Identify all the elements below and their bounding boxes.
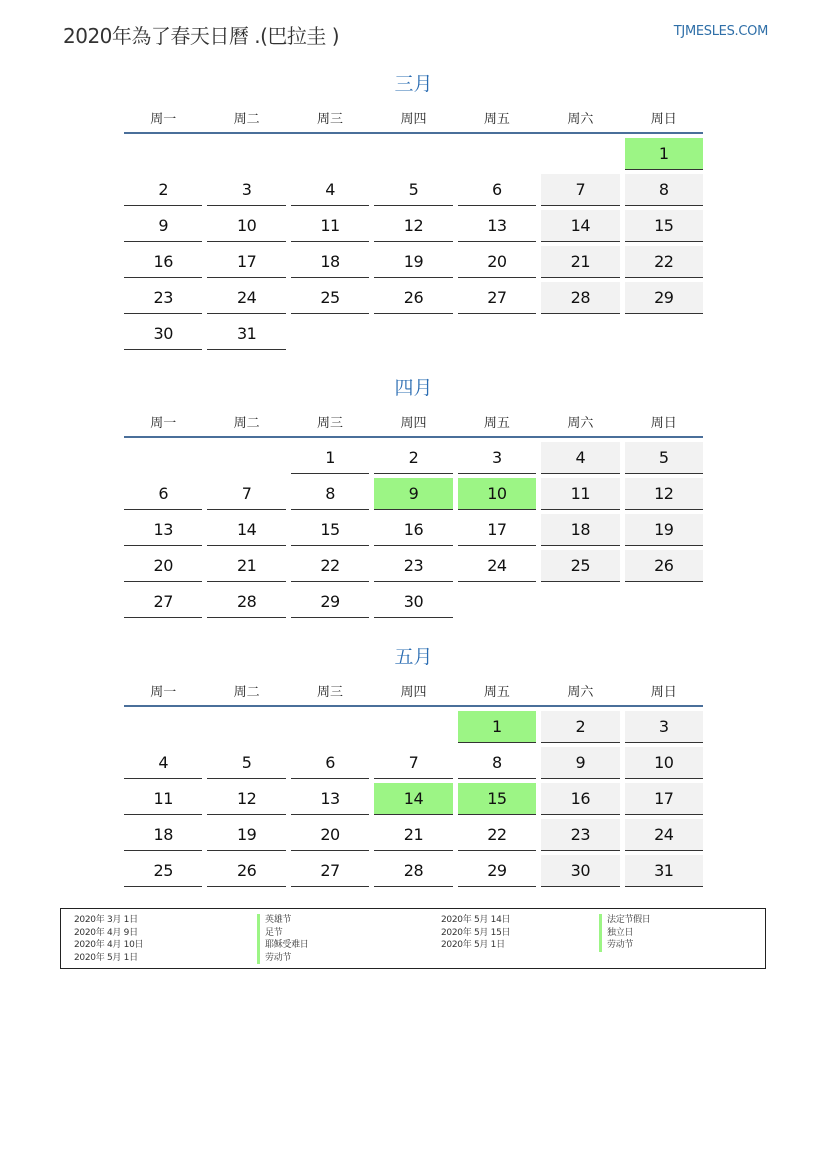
week-row	[124, 138, 703, 170]
day-cell[interactable]: 14	[374, 783, 452, 815]
calendar-grid	[124, 711, 703, 887]
day-cell[interactable]: 18	[541, 514, 619, 546]
day-cell[interactable]: 2	[124, 174, 202, 206]
weekday-label: 周六	[567, 416, 594, 431]
day-cell[interactable]: 30	[124, 318, 202, 350]
day-cell[interactable]: 6	[458, 174, 536, 206]
week-row	[124, 174, 703, 206]
day-cell[interactable]: 3	[458, 442, 536, 474]
empty-day-cell	[458, 138, 536, 170]
day-cell[interactable]: 8	[625, 174, 703, 206]
weekday-header-row	[124, 681, 703, 707]
day-cell[interactable]: 13	[458, 210, 536, 242]
day-cell[interactable]: 30	[541, 855, 619, 887]
week-row	[124, 550, 703, 582]
day-cell[interactable]: 13	[291, 783, 369, 815]
legend-holiday-name: 劳动节	[257, 952, 309, 965]
calendar-grid	[124, 442, 703, 618]
day-cell[interactable]: 29	[291, 586, 369, 618]
empty-day-cell	[458, 318, 536, 350]
weekday-label: 周二	[233, 112, 260, 127]
day-cell[interactable]: 4	[124, 747, 202, 779]
weekday-header-row	[124, 108, 703, 134]
weekday-label: 周四	[400, 416, 427, 431]
day-cell[interactable]: 2	[541, 711, 619, 743]
weekday-label: 周日	[650, 685, 677, 700]
weekday-label: 周三	[317, 416, 344, 431]
day-cell[interactable]: 7	[541, 174, 619, 206]
empty-day-cell	[374, 318, 452, 350]
empty-day-cell	[458, 586, 536, 618]
day-cell[interactable]: 6	[124, 478, 202, 510]
day-cell[interactable]: 28	[374, 855, 452, 887]
day-cell[interactable]: 19	[207, 819, 285, 851]
day-cell[interactable]: 20	[291, 819, 369, 851]
day-cell[interactable]: 12	[625, 478, 703, 510]
day-cell[interactable]: 12	[374, 210, 452, 242]
day-cell[interactable]: 21	[374, 819, 452, 851]
empty-day-cell	[374, 711, 452, 743]
day-cell[interactable]: 18	[124, 819, 202, 851]
empty-day-cell	[291, 138, 369, 170]
weekday-label: 周五	[483, 685, 510, 700]
day-cell[interactable]: 8	[291, 478, 369, 510]
day-cell[interactable]: 24	[207, 282, 285, 314]
day-cell[interactable]: 10	[458, 478, 536, 510]
day-cell[interactable]: 11	[291, 210, 369, 242]
weekday-label: 周五	[483, 416, 510, 431]
day-cell[interactable]: 29	[625, 282, 703, 314]
day-cell[interactable]: 11	[124, 783, 202, 815]
month-march	[124, 70, 703, 354]
day-cell[interactable]: 21	[207, 550, 285, 582]
day-cell[interactable]: 23	[541, 819, 619, 851]
day-cell[interactable]: 25	[124, 855, 202, 887]
day-cell[interactable]: 11	[541, 478, 619, 510]
week-row	[124, 210, 703, 242]
legend-holiday-date: 2020年 5月 14日	[441, 915, 511, 925]
week-row	[124, 442, 703, 474]
legend-right-dates	[441, 914, 510, 952]
day-cell[interactable]: 26	[374, 282, 452, 314]
day-cell[interactable]: 9	[374, 478, 452, 510]
weekday-label: 周日	[650, 112, 677, 127]
day-cell[interactable]: 29	[458, 855, 536, 887]
day-cell[interactable]: 27	[124, 586, 202, 618]
weekday-label: 周六	[567, 685, 594, 700]
week-row	[124, 711, 703, 743]
brand-logo-text[interactable]: TJMESLES.COM	[673, 24, 768, 39]
day-cell[interactable]: 15	[625, 210, 703, 242]
weekday-label: 周一	[150, 112, 177, 127]
day-cell[interactable]: 17	[625, 783, 703, 815]
day-cell[interactable]: 17	[458, 514, 536, 546]
week-row	[124, 783, 703, 815]
day-cell[interactable]: 25	[541, 550, 619, 582]
day-cell[interactable]: 12	[207, 783, 285, 815]
empty-day-cell	[291, 318, 369, 350]
day-cell[interactable]: 13	[124, 514, 202, 546]
month-title: 四月	[394, 377, 433, 399]
day-cell[interactable]: 10	[625, 747, 703, 779]
day-cell[interactable]: 24	[625, 819, 703, 851]
day-cell[interactable]: 19	[625, 514, 703, 546]
week-row	[124, 318, 703, 350]
empty-day-cell	[625, 318, 703, 350]
weekday-label: 周日	[650, 416, 677, 431]
day-cell[interactable]: 23	[374, 550, 452, 582]
week-row	[124, 246, 703, 278]
legend-holiday-name: 劳动节	[599, 939, 651, 952]
legend-holiday-date: 2020年 4月 10日	[74, 940, 144, 950]
empty-day-cell	[207, 138, 285, 170]
weekday-label: 周六	[567, 112, 594, 127]
day-cell[interactable]: 15	[458, 783, 536, 815]
weekday-label: 周二	[233, 685, 260, 700]
empty-day-cell	[541, 586, 619, 618]
day-cell[interactable]: 28	[207, 586, 285, 618]
weekday-label: 周三	[317, 685, 344, 700]
empty-day-cell	[124, 138, 202, 170]
empty-day-cell	[625, 586, 703, 618]
day-cell[interactable]: 19	[374, 246, 452, 278]
day-cell[interactable]: 24	[458, 550, 536, 582]
legend-holiday-name: 英雄节	[257, 914, 309, 927]
day-cell[interactable]: 4	[541, 442, 619, 474]
legend-holiday-date: 2020年 3月 1日	[74, 915, 138, 925]
day-cell[interactable]: 16	[124, 246, 202, 278]
legend-left-names	[257, 914, 309, 964]
day-cell[interactable]: 17	[207, 246, 285, 278]
weekday-label: 周二	[233, 416, 260, 431]
week-row	[124, 478, 703, 510]
empty-day-cell	[541, 138, 619, 170]
day-cell[interactable]: 30	[374, 586, 452, 618]
day-cell[interactable]: 15	[291, 514, 369, 546]
month-title: 三月	[394, 73, 433, 95]
weekday-label: 周三	[317, 112, 344, 127]
legend-holiday-name: 足节	[257, 927, 309, 940]
day-cell[interactable]: 1	[291, 442, 369, 474]
day-cell[interactable]: 3	[207, 174, 285, 206]
day-cell[interactable]: 1	[625, 138, 703, 170]
empty-day-cell	[207, 711, 285, 743]
weekday-label: 周四	[400, 112, 427, 127]
day-cell[interactable]: 1	[458, 711, 536, 743]
legend-left-dates	[74, 914, 143, 964]
month-may	[124, 643, 703, 891]
day-cell[interactable]: 7	[207, 478, 285, 510]
week-row	[124, 586, 703, 618]
day-cell[interactable]: 26	[625, 550, 703, 582]
day-cell[interactable]: 31	[625, 855, 703, 887]
day-cell[interactable]: 14	[541, 210, 619, 242]
day-cell[interactable]: 5	[374, 174, 452, 206]
week-row	[124, 855, 703, 887]
legend-holiday-date: 2020年 5月 1日	[74, 952, 138, 963]
day-cell[interactable]: 10	[207, 210, 285, 242]
calendar-grid	[124, 138, 703, 350]
day-cell[interactable]: 27	[458, 282, 536, 314]
day-cell[interactable]: 20	[458, 246, 536, 278]
weekday-label: 周一	[150, 416, 177, 431]
legend-holiday-name: 耶稣受难日	[257, 939, 309, 952]
empty-day-cell	[541, 318, 619, 350]
legend-right-names	[599, 914, 651, 952]
legend-holiday-date: 2020年 5月 1日	[441, 940, 505, 950]
empty-day-cell	[207, 442, 285, 474]
day-cell[interactable]: 22	[625, 246, 703, 278]
day-cell[interactable]: 27	[291, 855, 369, 887]
legend-holiday-name: 独立日	[599, 927, 651, 940]
month-title: 五月	[394, 646, 433, 668]
day-cell[interactable]: 16	[541, 783, 619, 815]
weekday-label: 周五	[483, 112, 510, 127]
day-cell[interactable]: 16	[374, 514, 452, 546]
weekday-label: 周一	[150, 685, 177, 700]
week-row	[124, 747, 703, 779]
day-cell[interactable]: 9	[541, 747, 619, 779]
day-cell[interactable]: 4	[291, 174, 369, 206]
empty-day-cell	[124, 442, 202, 474]
day-cell[interactable]: 8	[458, 747, 536, 779]
day-cell[interactable]: 26	[207, 855, 285, 887]
legend-holiday-date: 2020年 5月 15日	[441, 927, 511, 938]
day-cell[interactable]: 2	[374, 442, 452, 474]
legend-holiday-name: 法定节假日	[599, 914, 651, 927]
day-cell[interactable]: 14	[207, 514, 285, 546]
day-cell[interactable]: 7	[374, 747, 452, 779]
day-cell[interactable]: 9	[124, 210, 202, 242]
empty-day-cell	[291, 711, 369, 743]
legend-holiday-date: 2020年 4月 9日	[74, 927, 138, 938]
empty-day-cell	[124, 711, 202, 743]
day-cell[interactable]: 23	[124, 282, 202, 314]
day-cell[interactable]: 5	[625, 442, 703, 474]
week-row	[124, 514, 703, 546]
weekday-label: 周四	[400, 685, 427, 700]
day-cell[interactable]: 31	[207, 318, 285, 350]
day-cell[interactable]: 21	[541, 246, 619, 278]
page-title: 2020年為了春天日曆 .(巴拉圭 )	[63, 24, 340, 48]
day-cell[interactable]: 28	[541, 282, 619, 314]
day-cell[interactable]: 6	[291, 747, 369, 779]
day-cell[interactable]: 22	[458, 819, 536, 851]
day-cell[interactable]: 22	[291, 550, 369, 582]
day-cell[interactable]: 18	[291, 246, 369, 278]
week-row	[124, 282, 703, 314]
day-cell[interactable]: 5	[207, 747, 285, 779]
day-cell[interactable]: 20	[124, 550, 202, 582]
week-row	[124, 819, 703, 851]
empty-day-cell	[374, 138, 452, 170]
day-cell[interactable]: 25	[291, 282, 369, 314]
day-cell[interactable]: 3	[625, 711, 703, 743]
weekday-header-row	[124, 412, 703, 438]
holiday-legend	[60, 908, 766, 969]
month-april	[124, 374, 703, 622]
